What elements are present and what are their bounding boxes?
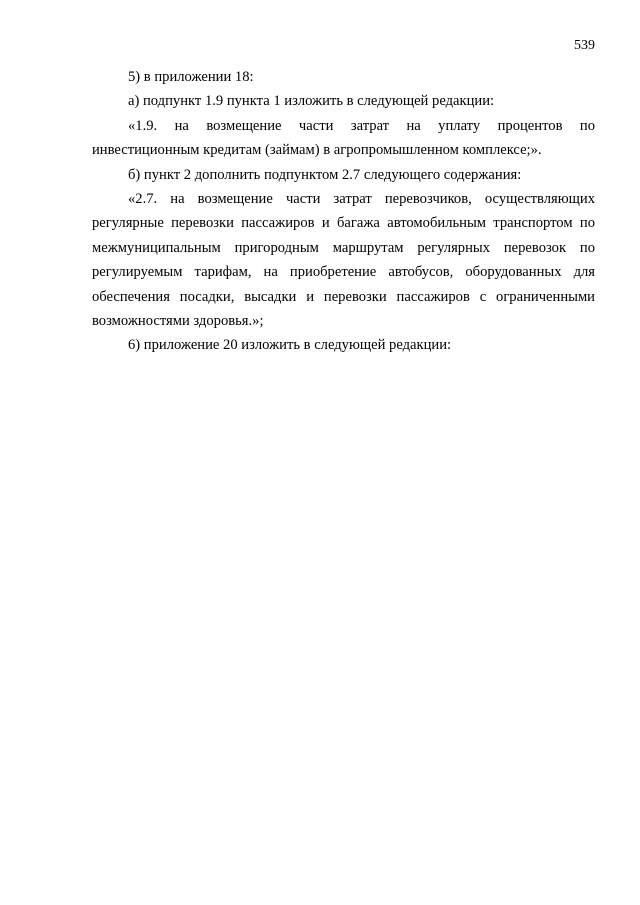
paragraph-subitem-b: б) пункт 2 дополнить подпунктом 2.7 следующего содержания:	[128, 166, 522, 183]
document-body	[92, 65, 595, 358]
paragraph-item-6: 6) приложение 20 изложить в следующей редакции:	[128, 337, 452, 354]
paragraph-quote-1-9: «1.9. на возмещение части затрат на уплату процентов по инвестиционным кредитам (займам) в агропромышленном комплексе;».	[92, 117, 595, 159]
paragraph-item-5: 5) в приложении 18:	[128, 69, 254, 85]
paragraph-subitem-a: а) подпункт 1.9 пункта 1 изложить в следующей редакции:	[128, 93, 495, 110]
paragraph-quote-2-7: «2.7. на возмещение части затрат перевозчиков, осуществляющих регулярные перевозки пассажиров и багажа автомобильным транспортом по межмуниципальным пригородным маршрутам регулярных перевозок по регулируемым тарифам, на приобретение автобусов, оборудованных для обеспечения посадки, высадки и перевозки пассажиров с ограниченными возможностями здоровья.»;	[92, 191, 595, 330]
page-number: 539	[574, 38, 595, 53]
